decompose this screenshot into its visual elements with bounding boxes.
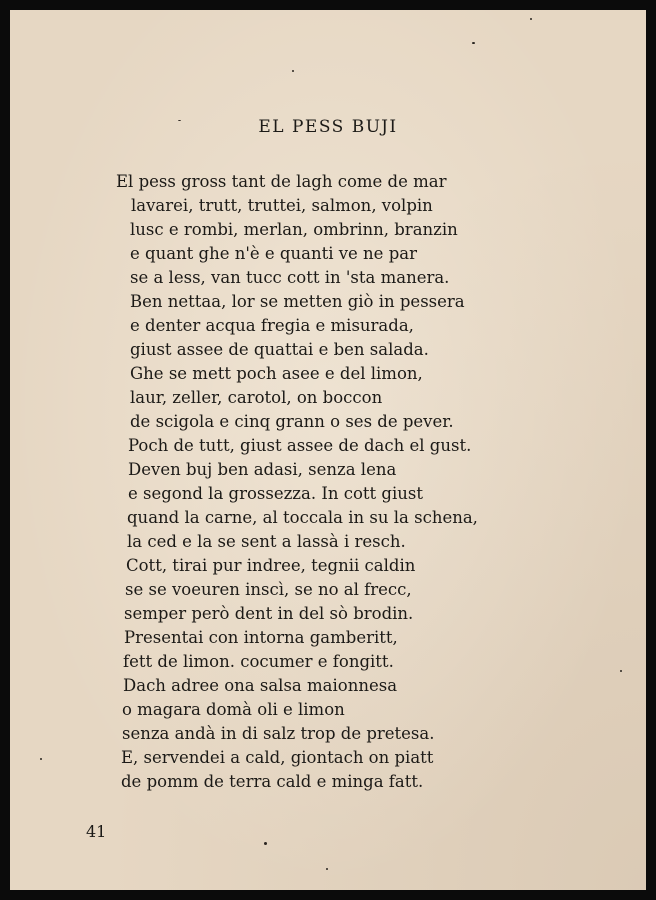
poem-title: EL PESS BUJI <box>258 117 398 137</box>
paper-speck <box>292 70 294 72</box>
poem-line: de pomm de terra cald e minga fatt. <box>121 772 424 791</box>
poem-line: senza andà in di salz trop de pretesa. <box>122 724 435 743</box>
poem-line: Presentai con intorna gamberitt, <box>124 628 398 647</box>
poem-line: El pess gross tant de lagh come de mar <box>116 172 447 191</box>
poem-line: e quant ghe n'è e quanti ve ne par <box>130 244 417 263</box>
poem-line: e denter acqua fregia e misurada, <box>130 316 414 335</box>
poem-line: Ghe se mett poch asee e del limon, <box>130 364 423 383</box>
paper-speck <box>620 670 622 672</box>
poem-line: de scigola e cinq grann o ses de pever. <box>130 412 454 431</box>
paper-speck <box>178 120 181 121</box>
poem-line: se se voeuren inscì, se no al frecc, <box>125 580 412 599</box>
poem-line: E, servendei a cald, giontach on piatt <box>121 748 434 767</box>
paper-speck <box>530 18 532 20</box>
poem-line: Deven buj ben adasi, senza lena <box>128 460 397 479</box>
page-number: 41 <box>86 822 107 841</box>
poem-line: fett de limon. cocumer e fongitt. <box>123 652 394 671</box>
poem-line: lavarei, trutt, truttei, salmon, volpin <box>131 196 433 215</box>
poem-line: Ben nettaa, lor se metten giò in pessera <box>130 292 465 311</box>
paper-speck <box>472 42 475 44</box>
book-page <box>10 10 646 890</box>
poem-line: quand la carne, al toccala in su la schena, <box>127 508 478 527</box>
paper-speck <box>40 758 42 760</box>
poem-line: e segond la grossezza. In cott giust <box>128 484 423 503</box>
poem-line: la ced e la se sent a lassà i resch. <box>127 532 406 551</box>
poem-line: laur, zeller, carotol, on boccon <box>130 388 383 407</box>
poem-line: giust assee de quattai e ben salada. <box>130 340 429 359</box>
poem-line: Poch de tutt, giust assee de dach el gust. <box>128 436 472 455</box>
poem-line: lusc e rombi, merlan, ombrinn, branzin <box>130 220 458 239</box>
poem-line: semper però dent in del sò brodin. <box>124 604 414 623</box>
poem-line: Cott, tirai pur indree, tegnii caldin <box>126 556 416 575</box>
poem-line: o magara domà oli e limon <box>122 700 345 719</box>
poem-line: Dach adree ona salsa maionnesa <box>123 676 398 695</box>
paper-speck <box>326 868 328 870</box>
poem-line: se a less, van tucc cott in 'sta manera. <box>130 268 450 287</box>
paper-speck <box>264 842 267 845</box>
